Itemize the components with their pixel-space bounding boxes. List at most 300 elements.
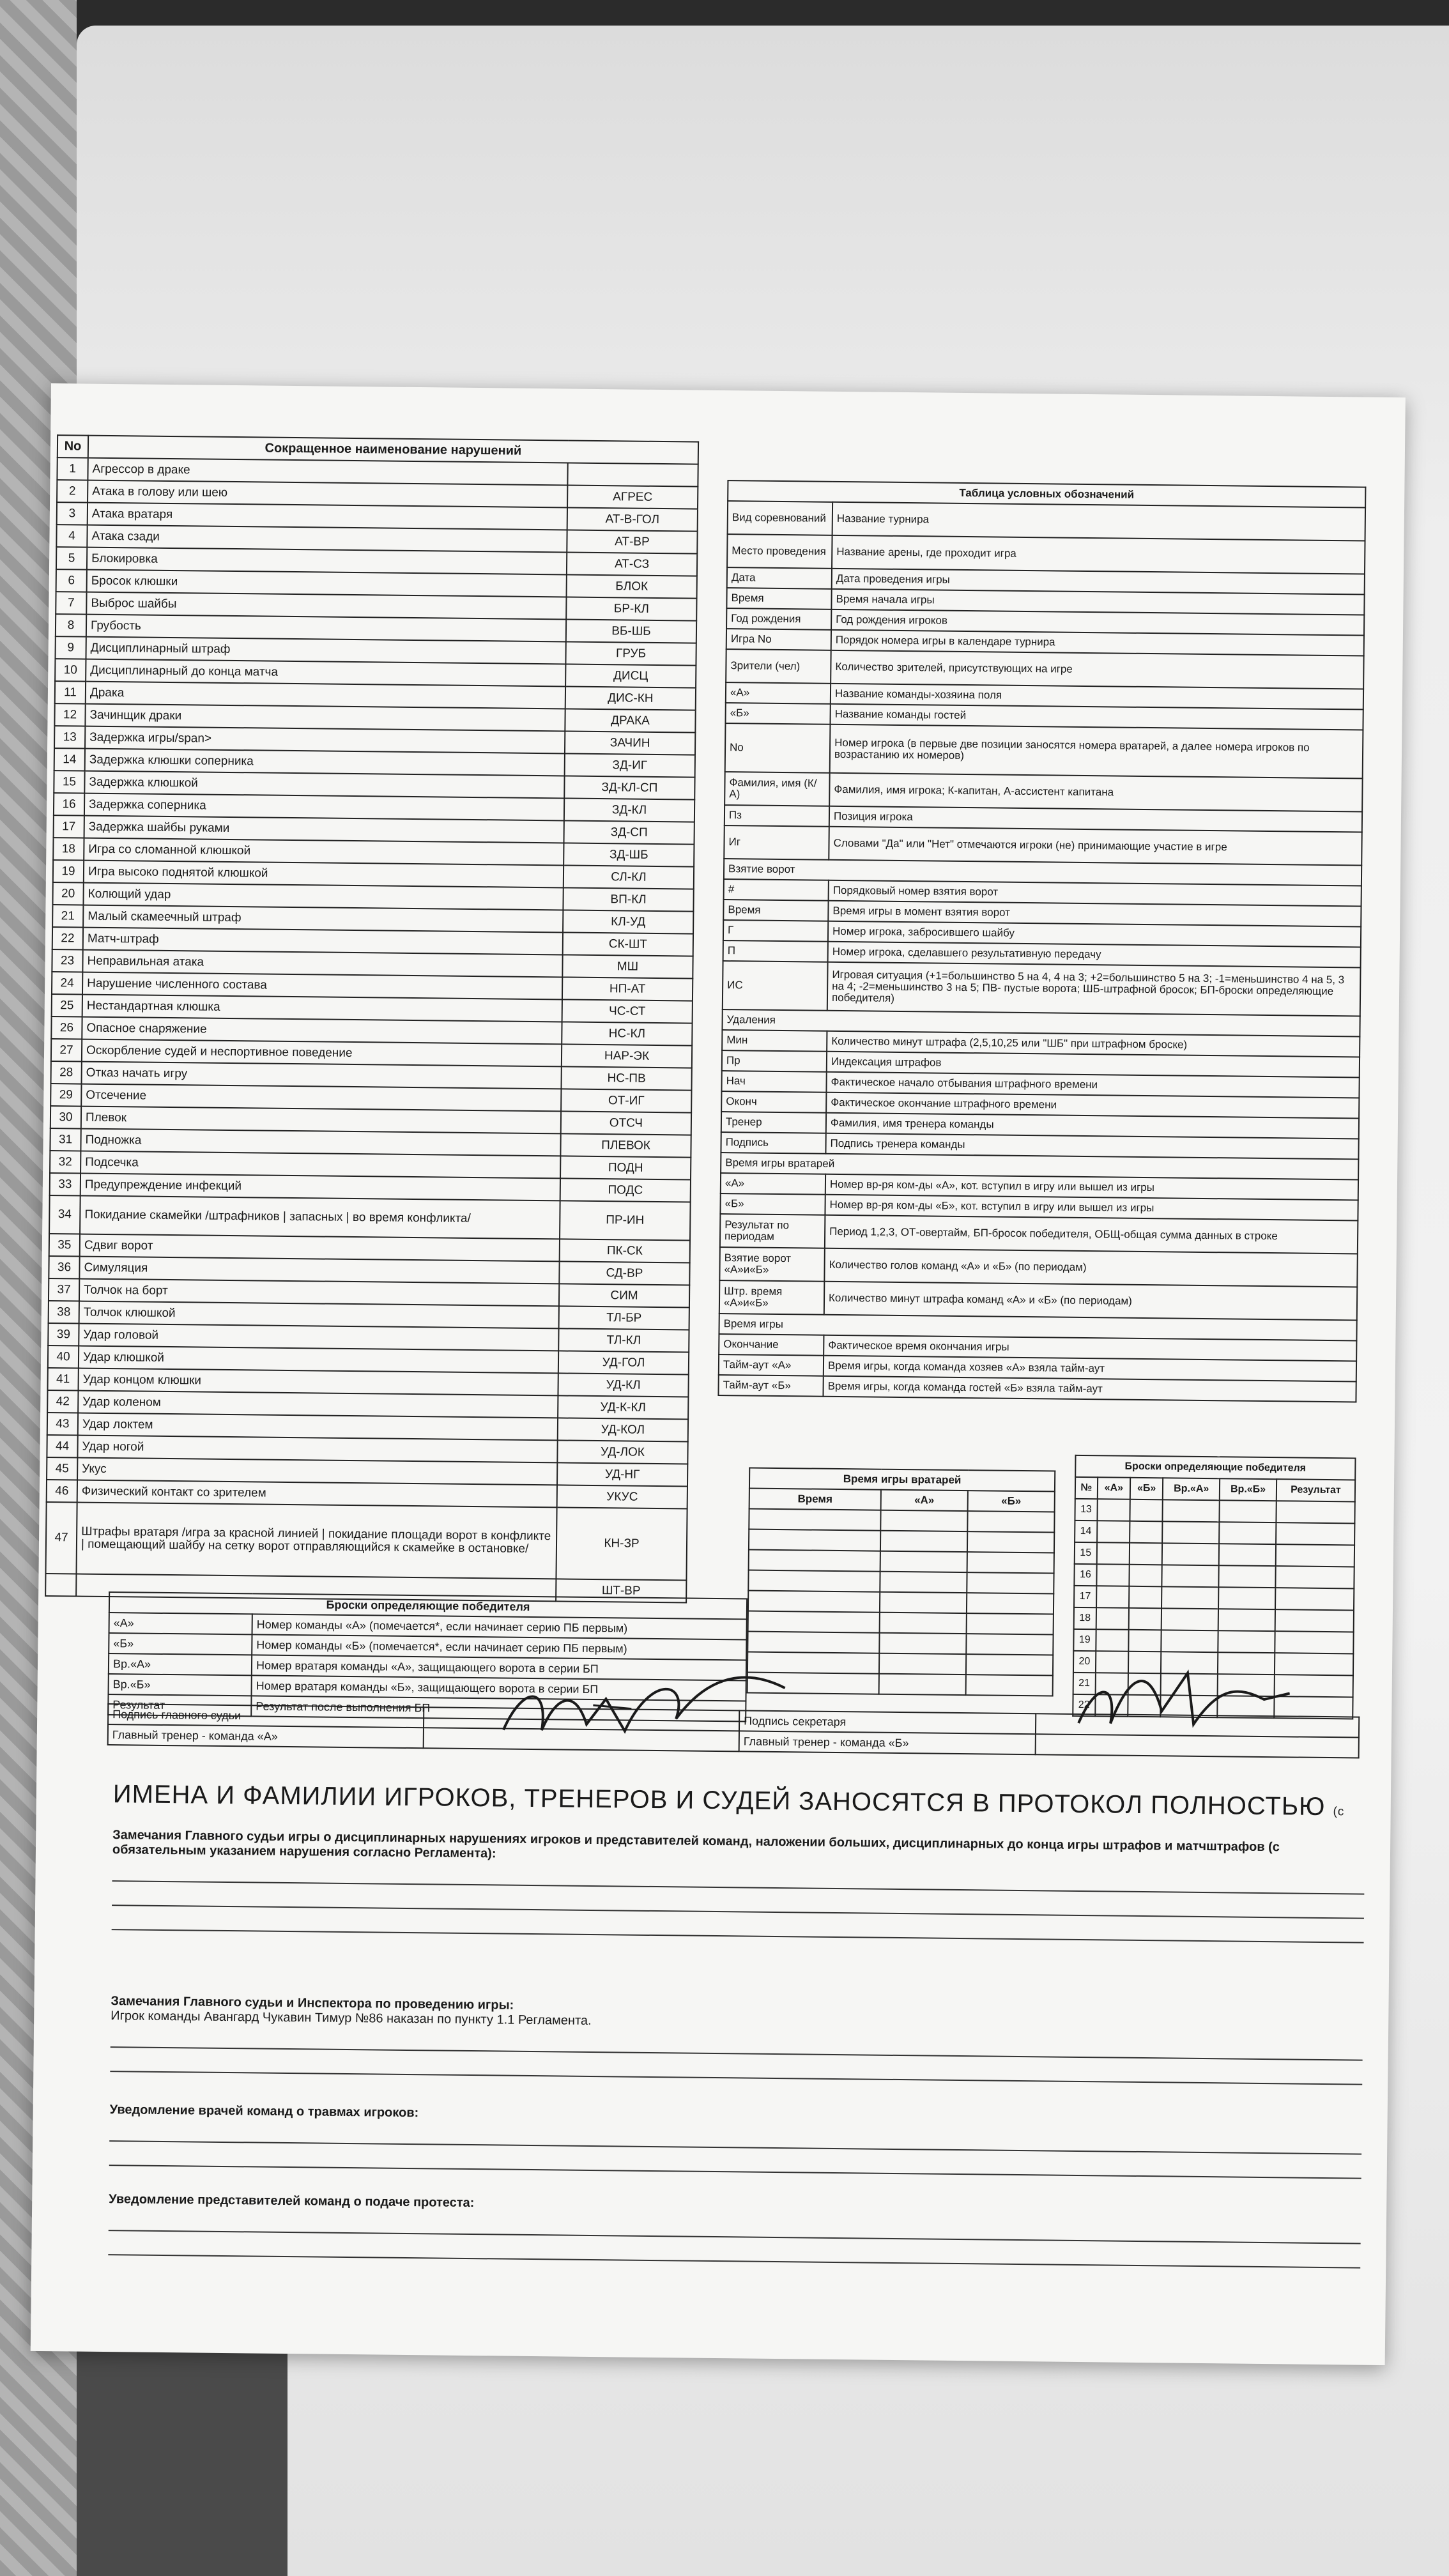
legend-value: Название турнира: [832, 502, 1365, 541]
violations-header: Сокращенное наименование нарушений: [88, 436, 698, 464]
legend-value: Количество минут штрафа (2,5,10,25 или "ШБ" при штрафном броске): [827, 1031, 1360, 1057]
violation-number: 1: [57, 457, 88, 480]
protest-notice: [108, 2192, 1361, 2269]
gk-row: [747, 1632, 1053, 1655]
violation-code: ОТСЧ: [561, 1111, 691, 1135]
shootout-grid-cell: [1096, 1586, 1130, 1608]
legend-key: Вид соревнований: [728, 501, 833, 535]
legend-key: Пз: [724, 805, 829, 827]
legend-key: Нач: [721, 1071, 826, 1092]
legend-value: Время игры, когда команда гостей «Б» взяла тайм-аут: [823, 1376, 1356, 1402]
shootout-legend-value: Результат после выполнения БП: [251, 1696, 746, 1721]
violation-number: 5: [56, 547, 87, 570]
legend-key: Тренер: [721, 1112, 826, 1133]
violation-code: АТ-СЗ: [567, 552, 697, 576]
violation-name: Задержка шайбы руками: [84, 816, 564, 843]
violation-code: УД-КЛ: [558, 1373, 688, 1397]
violation-name: Матч-штраф: [83, 928, 563, 955]
full-names-notice-text: ИМЕНА И ФАМИЛИИ ИГРОКОВ, ТРЕНЕРОВ И СУДЕЙ ЗАНОСЯТСЯ В ПРОТОКОЛ ПОЛНОСТЬЮ: [112, 1780, 1326, 1821]
shootout-grid-col: Вр.«Б»: [1220, 1478, 1276, 1501]
violation-number: 41: [47, 1368, 78, 1391]
violation-name: Удар локтем: [78, 1413, 558, 1441]
violation-number: 16: [54, 793, 84, 816]
violations-col-no: No: [57, 435, 88, 458]
violation-number: 46: [47, 1480, 77, 1503]
violation-code: ГРУБ: [565, 641, 696, 665]
shootout-grid-row: [1074, 1607, 1354, 1632]
violation-name: Отсечение: [81, 1084, 561, 1112]
legend-key: «Б»: [720, 1193, 825, 1215]
legend-key: Фамилия, имя (К/А): [724, 772, 830, 806]
violation-code: УД-КОЛ: [558, 1418, 688, 1441]
legend-value: Порядок номера игры в календаре турнира: [831, 630, 1364, 656]
violation-number: 2: [57, 480, 88, 503]
secretary-signature-label: Подпись секретаря: [739, 1710, 1036, 1734]
shootout-grid-cell: [1130, 1521, 1163, 1544]
violation-name: Нестандартная клюшка: [82, 995, 562, 1022]
shootout-grid-cell: [1097, 1499, 1130, 1521]
secretary-signature-scribble: [1072, 1659, 1303, 1738]
violation-number: 21: [52, 905, 83, 928]
violation-name: Толчок на борт: [79, 1279, 559, 1307]
coach-a-label: Главный тренер - команда «А»: [108, 1724, 424, 1748]
legend-value: Время игры, когда команда хозяев «А» взяла тайм-аут: [824, 1356, 1356, 1382]
legend-value: Количество зрителей, присутствующих на игре: [831, 650, 1363, 689]
legend-section-title: Время игры вратарей: [721, 1153, 1358, 1179]
violation-number: 4: [56, 525, 87, 548]
legend-value: Индексация штрафов: [827, 1052, 1360, 1078]
violation-name: Драка: [86, 682, 565, 709]
legend-key: «А»: [726, 682, 831, 704]
gk-cell: [880, 1572, 967, 1593]
legend-value: Номер вр-ря ком-ды «А», кот. вступил в игру или вышел из игры: [825, 1174, 1358, 1200]
gk-cell: [967, 1552, 1054, 1573]
chief-referee-signature-label: Подпись главного судьи: [108, 1704, 424, 1728]
violation-code: ДИСЦ: [565, 664, 696, 687]
legend-value: Период 1,2,3, ОТ-овертайм, БП-бросок победителя, ОБЩ-общая сумма данных в строке: [825, 1215, 1358, 1254]
violation-number: 28: [51, 1061, 82, 1084]
gk-row: [749, 1509, 1054, 1533]
shootout-legend-value: Номер вратаря команды «Б», защищающего ворота в серии БП: [252, 1675, 746, 1701]
legend-key: ИС: [723, 961, 828, 1011]
violation-number: 3: [57, 502, 88, 525]
shootout-grid-number: 20: [1073, 1651, 1096, 1673]
legend-key: Г: [723, 920, 828, 942]
shootout-grid-col: Результат: [1276, 1479, 1355, 1501]
shootout-grid-cell: [1219, 1522, 1276, 1544]
legend-table: [717, 480, 1366, 1402]
gk-cell: [967, 1572, 1054, 1593]
shootout-grid-title: Броски определяющие победителя: [1075, 1455, 1355, 1480]
violation-number: 35: [49, 1234, 80, 1257]
legend-value: Номер вр-ря ком-ды «Б», кот. вступил в игру или вышел из игры: [825, 1195, 1358, 1221]
violation-number: 25: [52, 994, 82, 1017]
violation-number: 40: [48, 1346, 79, 1368]
protest-notice-title: Уведомление представителей команд о подаче протеста:: [109, 2192, 475, 2211]
violation-name: Подсечка: [80, 1151, 560, 1179]
shootout-grid-cell: [1096, 1564, 1130, 1586]
shootout-legend-title: Броски определяющие победителя: [109, 1592, 747, 1619]
gk-row: [749, 1529, 1054, 1553]
gk-cell: [967, 1511, 1054, 1532]
violation-name: Блокировка: [87, 548, 567, 575]
violation-code: ЗД-КЛ: [564, 798, 694, 822]
shootout-grid-cell: [1096, 1629, 1129, 1652]
violation-code: БЛОК: [567, 574, 697, 598]
shootout-legend-key: Вр.«А»: [109, 1653, 252, 1675]
shootout-grid-cell: [1130, 1499, 1163, 1522]
shootout-grid-cell: [1218, 1587, 1275, 1609]
violation-code: СИМ: [559, 1284, 689, 1307]
shootout-grid-number: 22: [1073, 1694, 1095, 1716]
shootout-grid-cell: [1096, 1607, 1129, 1630]
violation-number: 37: [49, 1278, 79, 1301]
legend-key: Окончание: [719, 1334, 824, 1356]
shootout-legend-value: Номер команды «А» (помечается*, если начинает серию ПБ первым): [252, 1614, 747, 1639]
violation-code: ЗД-ШБ: [564, 843, 694, 866]
legend-key: Взятие ворот «А»и«Б»: [719, 1247, 825, 1282]
shootout-grid-row: [1074, 1586, 1354, 1611]
gk-cell: [967, 1531, 1054, 1552]
shootout-grid-cell: [1276, 1522, 1354, 1545]
violation-code: НС-ПВ: [561, 1066, 691, 1090]
legend-key: Время: [723, 900, 828, 921]
violation-name: Атака вратаря: [88, 503, 567, 530]
violation-name: Удар клюшкой: [79, 1346, 558, 1374]
violation-name: Покидание скамейки /штрафников | запасных | во время конфликта/: [80, 1196, 560, 1239]
shootout-grid-cell: [1129, 1565, 1162, 1587]
gk-cell: [880, 1531, 967, 1552]
violation-number: 42: [47, 1390, 78, 1413]
violation-code: ПОДН: [560, 1156, 691, 1179]
shootout-grid-row: [1074, 1564, 1354, 1589]
shootout-legend-key: «А»: [109, 1613, 252, 1634]
violation-code: ЧС-СТ: [562, 999, 693, 1023]
violations-table: [45, 434, 699, 1603]
legend-value: Игровая ситуация (+1=большинство 5 на 4, 4 на 3; +2=большинство 5 на 3; -1=меньшинство 4 на 5, 3 на 4; -2=меньшинство 3 на 5; ПВ- пустые ворота; ШБ-штрафной бросок; БП-броски определяющие победителя): [827, 962, 1361, 1016]
violation-number: 45: [47, 1457, 77, 1480]
legend-key: Результат по периодам: [720, 1214, 825, 1248]
violation-name: Колющий удар: [83, 883, 563, 910]
violation-name: Дисциплинарный штраф: [86, 637, 565, 664]
gk-row: [748, 1591, 1054, 1614]
violation-number: 19: [53, 860, 84, 883]
legend-key: Оконч: [721, 1091, 826, 1113]
violation-code: КН-ЗР: [556, 1507, 687, 1580]
gk-cell: [880, 1510, 967, 1531]
violation-code: ДРАКА: [565, 709, 695, 732]
violation-row: [45, 1502, 687, 1580]
violation-name: Сдвиг ворот: [80, 1234, 560, 1262]
gk-cell: [879, 1653, 966, 1675]
gk-cell: [880, 1592, 967, 1613]
legend-key: No: [725, 723, 831, 773]
violation-number: 11: [55, 681, 86, 704]
legend-value: Фамилия, имя тренера команды: [826, 1113, 1359, 1139]
shootout-grid-col: «А»: [1097, 1477, 1130, 1499]
legend-value: Название команды гостей: [830, 704, 1363, 730]
violation-code: ТЛ-БР: [559, 1306, 689, 1330]
background-floor: [77, 2332, 288, 2576]
gk-cell: [967, 1613, 1054, 1634]
shootout-legend-value: Номер вратаря команды «А», защищающего ворота в серии БП: [252, 1655, 746, 1680]
shootout-grid-cell: [1219, 1565, 1276, 1588]
violation-name: Неправильная атака: [82, 950, 562, 977]
gk-cell: [748, 1570, 880, 1592]
violation-name: Грубость: [86, 615, 566, 642]
shootout-grid-cell: [1275, 1609, 1354, 1632]
violation-number: 20: [52, 882, 83, 905]
shootout-grid-number: 17: [1074, 1586, 1096, 1607]
violation-name: Малый скамеечный штраф: [83, 905, 563, 933]
violation-name: Задержка клюшкой: [84, 771, 564, 799]
violation-row: [49, 1195, 691, 1240]
violation-name: Дисциплинарный до конца матча: [86, 659, 565, 687]
violation-name: Зачинщик драки: [85, 704, 565, 732]
legend-value: Название команды-хозяина поля: [831, 684, 1363, 710]
violation-code: СД-ВР: [559, 1261, 689, 1285]
violation-code: ПК-СК: [560, 1239, 690, 1262]
violation-name: Удар головой: [79, 1324, 558, 1351]
gk-cell: [879, 1674, 966, 1695]
violation-name: Бросок клюшки: [87, 570, 567, 597]
gk-row: [748, 1611, 1054, 1635]
shootout-grid-cell: [1218, 1609, 1275, 1631]
full-names-notice: [113, 1780, 1378, 1822]
legend-key: Тайм-аут «Б»: [718, 1375, 823, 1397]
violation-name: Нарушение численного состава: [82, 972, 562, 1000]
legend-key: Год рождения: [726, 608, 831, 630]
violation-code: КЛ-УД: [563, 910, 693, 933]
legend-value: Фактическое окончание штрафного времени: [826, 1092, 1359, 1119]
violation-number: 47: [45, 1502, 77, 1574]
shootout-grid-cell: [1128, 1630, 1162, 1652]
shootout-grid-col: «Б»: [1130, 1478, 1163, 1500]
violation-name: Оскорбление судей и неспортивное поведение: [82, 1039, 562, 1067]
violation-name: Предупреждение инфекций: [80, 1174, 560, 1201]
shootout-grid-col: Вр.«А»: [1163, 1478, 1220, 1500]
violation-name: Агрессор в драке: [88, 458, 567, 486]
legend-value: Количество голов команд «А» и «Б» (по периодам): [824, 1248, 1357, 1287]
shootout-grid-row: [1075, 1521, 1354, 1545]
shootout-grid-cell: [1276, 1544, 1354, 1567]
shootout-grid-cell: [1163, 1499, 1220, 1522]
violation-code: ДИС-КН: [565, 686, 696, 710]
legend-key: Иг: [724, 825, 829, 860]
violation-number: 34: [49, 1195, 80, 1234]
violation-name: Толчок клюшкой: [79, 1301, 559, 1329]
gk-cell: [880, 1551, 967, 1572]
shootout-grid-cell: [1130, 1543, 1163, 1565]
violation-code: СК-ШТ: [563, 932, 693, 956]
violation-code: АТ-ВР: [567, 530, 697, 553]
legend-key: Дата: [727, 567, 832, 589]
legend-value: Год рождения игроков: [831, 610, 1364, 636]
shootout-grid-col: №: [1075, 1477, 1098, 1499]
legend-key: Пр: [722, 1050, 827, 1072]
shootout-grid-cell: [1275, 1631, 1353, 1653]
violation-code: ТЛ-КЛ: [558, 1328, 689, 1352]
violation-name: Игра со сломанной клюшкой: [84, 838, 564, 866]
violation-name: Удар коленом: [78, 1391, 558, 1418]
legend-key: Время: [726, 588, 831, 610]
violation-number: 8: [56, 614, 86, 637]
gk-cell: [880, 1613, 967, 1634]
legend-section-title: Время игры: [719, 1314, 1356, 1340]
shootout-legend-key: Результат: [108, 1694, 251, 1716]
violation-number: 10: [55, 659, 86, 682]
gk-row: [749, 1550, 1054, 1574]
doctors-notice: [109, 2103, 1362, 2179]
shootout-legend-value: Номер команды «Б» (помечается*, если начинает серию ПБ первым): [252, 1634, 746, 1660]
violation-name: Отказ начать игру: [82, 1062, 562, 1089]
shootout-grid-row: [1075, 1499, 1354, 1524]
violation-number: 38: [49, 1301, 79, 1324]
violation-number: 36: [49, 1256, 79, 1279]
violation-name: Штрафы вратаря /игра за красной линией | покидание площади ворот в конфликте | помещающий шайбу на сетку ворот отправляющийся к скамейке в остановке/: [76, 1503, 556, 1579]
legend-value: Количество минут штрафа команд «А» и «Б» (по периодам): [824, 1282, 1357, 1321]
violation-code: НАР-ЭК: [562, 1044, 692, 1068]
coach-b-signature-cell: [1036, 1734, 1359, 1758]
legend-key: Мин: [722, 1030, 827, 1052]
shootout-grid-cell: [1162, 1630, 1218, 1652]
violation-code: СЛ-КЛ: [564, 865, 694, 889]
violation-number: 26: [51, 1016, 82, 1039]
doctors-notice-title: Уведомление врачей команд о травмах игроков:: [109, 2103, 419, 2120]
violation-code: УД-НГ: [557, 1462, 687, 1486]
violation-name: Удар ногой: [77, 1436, 557, 1463]
violation-name: Симуляция: [79, 1257, 559, 1284]
chief-referee-remarks-title: Замечания Главного судьи игры о дисциплинарных нарушениях игроков и представителей команд, наложении больших, дисциплинарных до конца игры штрафов и матчштрафов (с обязательным указанием нарушения согласно Регламента):: [112, 1828, 1280, 1861]
legend-value: Фактическое начало отбывания штрафного времени: [826, 1072, 1359, 1098]
gk-cell: [879, 1633, 966, 1654]
violation-number: 23: [52, 949, 82, 972]
violation-code: ЗД-ИГ: [565, 753, 695, 777]
violation-code: НС-КЛ: [562, 1022, 692, 1045]
legend-key: «А»: [721, 1173, 825, 1195]
legend-value: Дата проведения игры: [832, 569, 1365, 595]
gk-cell: [966, 1675, 1053, 1696]
violation-number: 18: [53, 838, 84, 861]
shootout-grid-number: 19: [1073, 1629, 1096, 1651]
legend-key: П: [723, 940, 828, 962]
legend-row: [725, 723, 1363, 778]
violation-code: МШ: [562, 954, 693, 978]
shootout-grid-cell: [1162, 1608, 1218, 1630]
violation-code: АТ-В-ГОЛ: [567, 507, 698, 531]
violation-name: Опасное снаряжение: [82, 1017, 562, 1045]
legend-value: Фактическое время окончания игры: [824, 1335, 1356, 1361]
shootout-grid-cell: [1220, 1500, 1276, 1522]
shootout-grid-cell: [1162, 1521, 1219, 1544]
violation-code: ЗД-КЛ-СП: [564, 776, 694, 799]
violation-number: 15: [54, 770, 84, 793]
full-names-notice-suffix: (с: [1333, 1805, 1345, 1819]
shootout-grid-number: 18: [1074, 1607, 1096, 1629]
violation-code: УД-ГОЛ: [558, 1351, 689, 1374]
gk-cell: [748, 1591, 880, 1613]
legend-key: Подпись: [721, 1132, 825, 1154]
violation-name: Атака сзади: [87, 525, 567, 553]
violation-number: 24: [52, 972, 82, 995]
shootout-grid-cell: [1162, 1543, 1219, 1565]
violation-number: 32: [50, 1151, 80, 1174]
legend-value: Словами "Да" или "Нет" отмечаются игроки (не) принимающие участие в игре: [829, 827, 1361, 866]
legend-key: Зрители (чел): [726, 649, 831, 684]
violation-number: 31: [50, 1128, 80, 1151]
legend-key: Место проведения: [727, 534, 832, 569]
violation-number: 43: [47, 1413, 78, 1436]
shootout-grid-cell: [1096, 1542, 1130, 1565]
legend-value: Фамилия, имя игрока; К-капитан, А-ассистент капитана: [829, 773, 1362, 812]
gk-cell: [967, 1593, 1054, 1614]
violation-number: 22: [52, 927, 83, 950]
violation-number: 13: [54, 726, 85, 749]
gk-cell: [966, 1634, 1053, 1655]
legend-value: Время начала игры: [831, 589, 1364, 615]
violation-number: 39: [48, 1323, 79, 1346]
shootout-grid-cell: [1219, 1544, 1276, 1566]
shootout-grid-number: 14: [1075, 1521, 1097, 1542]
legend-section-title: Удаления: [722, 1009, 1360, 1036]
gk-col-b: «Б»: [968, 1491, 1055, 1512]
violation-number: 7: [56, 592, 86, 615]
protocol-sheet: [31, 383, 1406, 2365]
violation-number: 14: [54, 748, 85, 771]
shootout-grid-cell: [1097, 1521, 1130, 1543]
violation-name: Физический контакт со зрителем: [77, 1480, 557, 1508]
shootout-grid-number: 16: [1074, 1564, 1096, 1586]
shootout-legend-key: «Б»: [109, 1633, 252, 1655]
inspector-remarks-title: Замечания Главного судьи и Инспектора по проведению игры:: [111, 1994, 514, 2012]
legend-key: Тайм-аут «А»: [719, 1354, 824, 1376]
violation-number: 33: [50, 1173, 80, 1196]
gk-cell: [747, 1632, 879, 1653]
legend-key: Игра No: [726, 629, 831, 650]
gk-col-a: «А»: [881, 1490, 968, 1511]
violation-code: ЗАЧИН: [565, 731, 695, 755]
legend-title: Таблица условных обозначений: [728, 480, 1365, 507]
legend-key: «Б»: [725, 703, 830, 724]
violation-name: Укус: [77, 1458, 557, 1485]
violation-code: УД-К-КЛ: [558, 1395, 688, 1419]
shootout-grid-cell: [1275, 1588, 1354, 1610]
violation-number: 17: [54, 815, 84, 838]
inspector-remarks: [110, 1994, 1363, 2085]
legend-value: Позиция игрока: [829, 806, 1362, 832]
gk-table-title: Время игры вратарей: [749, 1468, 1055, 1492]
violation-number: 9: [55, 636, 86, 659]
violation-code: ЗД-СП: [564, 820, 694, 844]
shootout-grid-number: 13: [1075, 1499, 1097, 1521]
inspector-remarks-text: Игрок команды Авангард Чукавин Тимур №86 наказан по пункту 1.1 Регламента.: [111, 2009, 592, 2028]
shootout-grid-row: [1075, 1542, 1354, 1567]
violation-code: ШТ-ВР: [556, 1579, 686, 1602]
violation-number: 12: [54, 703, 85, 726]
shootout-grid-cell: [1129, 1608, 1162, 1630]
referee-signature-scribble: [497, 1659, 830, 1752]
violation-name: Задержка клюшки соперника: [85, 749, 565, 776]
legend-row: [723, 961, 1361, 1016]
violation-name: Игра высоко поднятой клюшкой: [84, 861, 564, 888]
violation-code: ПР-ИН: [560, 1200, 691, 1240]
legend-value: Номер игрока (в первые две позиции заносятся номера вратарей, а далее номера игроков по возрастанию их номеров): [830, 724, 1363, 779]
violation-name: Атака в голову или шею: [88, 480, 567, 508]
legend-key: Штр. время «А»и«Б»: [719, 1280, 825, 1315]
violation-code: БР-КЛ: [566, 597, 696, 620]
shootout-grid-cell: [1276, 1501, 1354, 1523]
legend-value: Номер игрока, сделавшего результативную передачу: [828, 942, 1361, 968]
